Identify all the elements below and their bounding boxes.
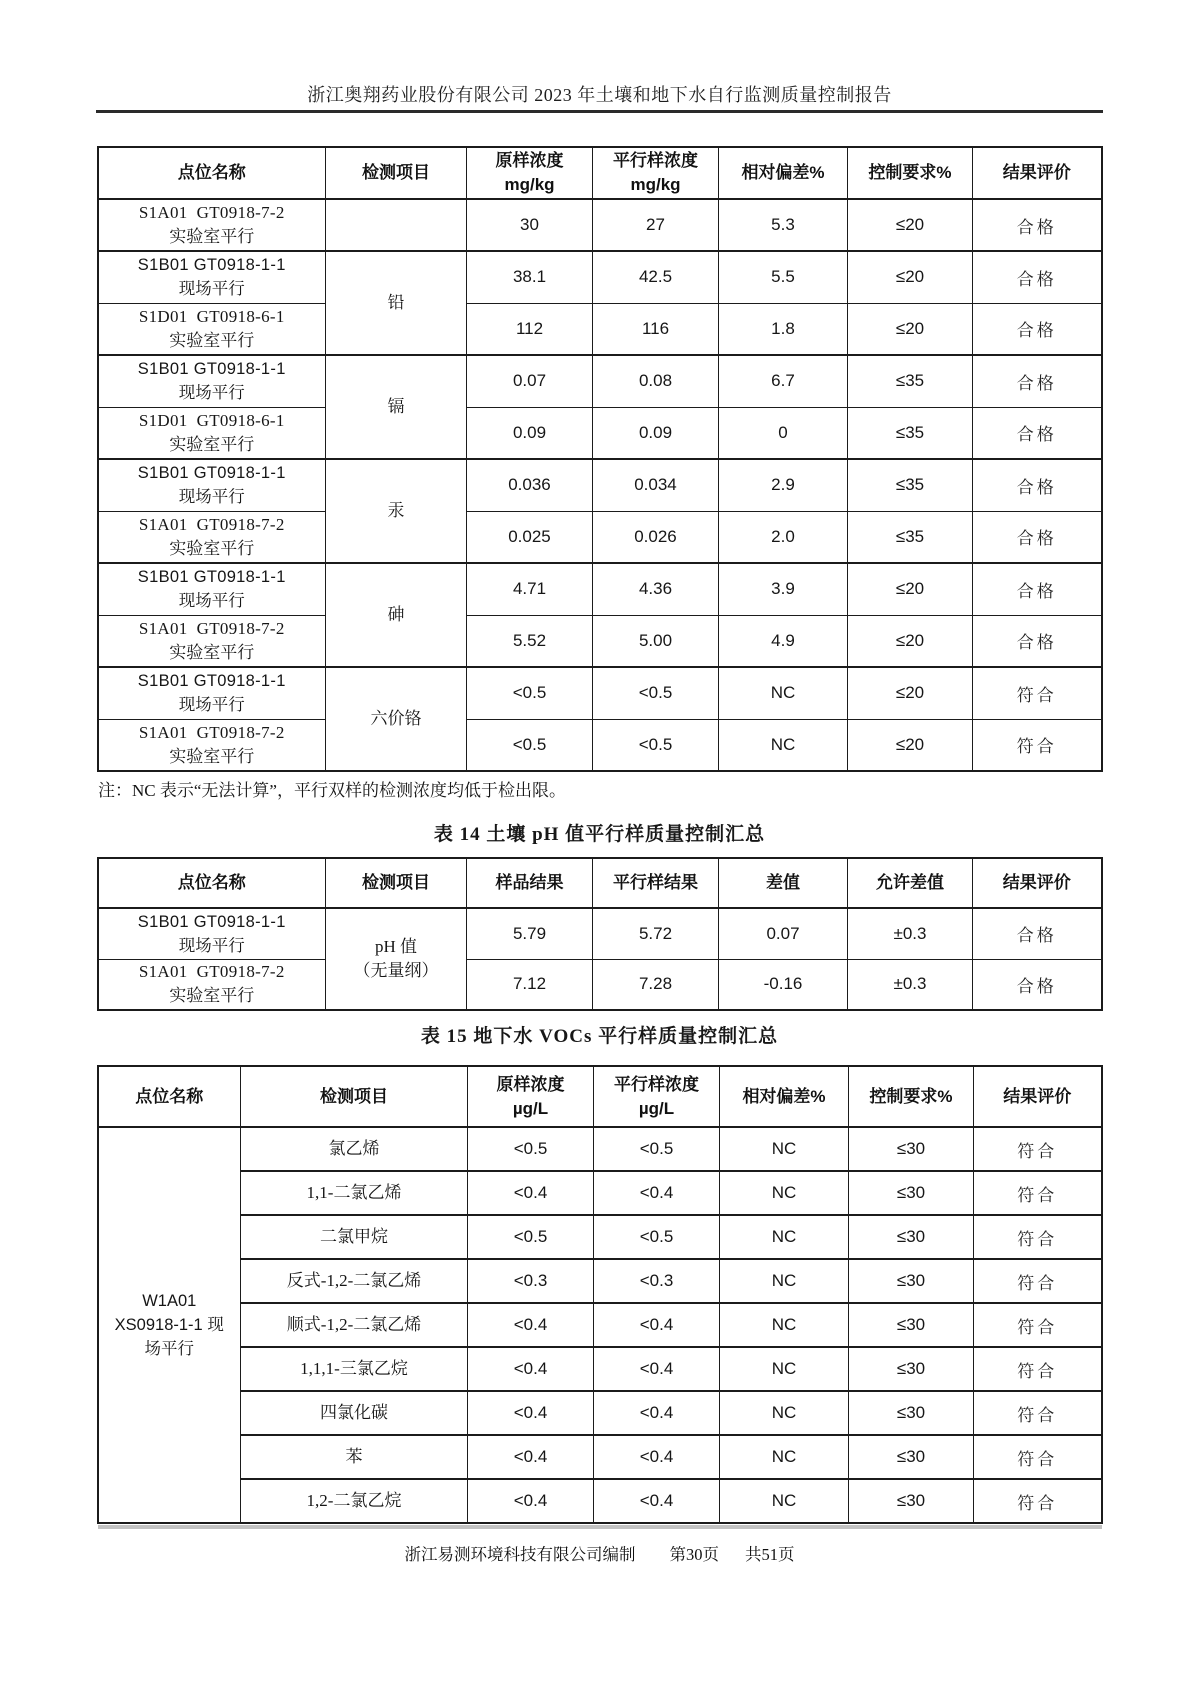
parallel-concentration-cell: 0.026: [593, 511, 719, 563]
relative-deviation-cell: NC: [720, 1303, 849, 1347]
result-cell: 符合: [974, 1171, 1102, 1215]
table-row: [98, 719, 1102, 771]
site-name-cell: [98, 459, 326, 511]
column-header: [973, 147, 1102, 199]
cell-line: （无量纲）: [353, 961, 439, 980]
table-row: [98, 1435, 1102, 1479]
result-cell: 符合: [973, 667, 1102, 719]
column-header: [848, 858, 973, 908]
ph-table-title: 表 14 土壤 pH 值平行样质量控制汇总: [433, 824, 766, 845]
cell-line: 场平行: [144, 1340, 194, 1358]
cell-line: S1D01 GT0918-6-1: [138, 410, 285, 430]
table-row: [98, 1215, 1102, 1259]
relative-deviation-cell: NC: [720, 1347, 849, 1391]
column-header: [467, 147, 593, 199]
cell-line: 汞: [387, 501, 405, 520]
original-concentration-cell: 7.12: [467, 959, 593, 1010]
cell-line: 平行样结果: [613, 873, 698, 892]
control-requirement-cell: ≤30: [849, 1391, 974, 1435]
result-cell: 符合: [974, 1215, 1102, 1259]
column-header: [719, 147, 848, 199]
cell-line: 检测项目: [362, 163, 430, 182]
table-row: [98, 667, 1102, 719]
column-header: [326, 147, 467, 199]
cell-line: 点位名称: [177, 873, 246, 892]
analyte-cell: [326, 563, 467, 667]
cell-line: 现场平行: [178, 936, 245, 955]
control-requirement-cell: ≤30: [849, 1171, 974, 1215]
cell-line: 砷: [387, 605, 405, 624]
control-requirement-cell: ≤35: [848, 407, 973, 459]
original-concentration-cell: 5.79: [467, 908, 593, 959]
cell-line: 控制要求%: [869, 1086, 953, 1106]
original-concentration-cell: 5.52: [467, 615, 593, 667]
control-requirement-cell: ≤20: [848, 615, 973, 667]
cell-line: 现场平行: [178, 488, 245, 507]
relative-deviation-cell: NC: [720, 1215, 849, 1259]
table-note: 注：NC 表示“无法计算”，平行双样的检测浓度均低于检出限。: [98, 781, 566, 800]
original-concentration-cell: <0.5: [468, 1127, 594, 1171]
cell-line: 结果评价: [1002, 163, 1071, 182]
vocs-table-title: 表 15 地下水 VOCs 平行样质量控制汇总: [420, 1026, 779, 1047]
analyte-cell: [326, 199, 467, 251]
result-cell: 合格: [973, 615, 1102, 667]
cell-line: µg/L: [512, 1098, 549, 1118]
cell-line: 镉: [387, 397, 405, 416]
analyte-cell: 氯乙烯: [241, 1127, 468, 1171]
analyte-cell: 反式-1,2-二氯乙烯: [241, 1259, 468, 1303]
cell-line: S1B01 GT0918-1-1: [137, 256, 286, 275]
result-cell: 合格: [973, 355, 1102, 407]
site-name-cell: [98, 303, 326, 355]
cell-line: S1B01 GT0918-1-1: [137, 912, 286, 931]
original-concentration-cell: <0.4: [468, 1435, 594, 1479]
table-row: [98, 1127, 1102, 1171]
table-row: [98, 908, 1102, 959]
original-concentration-cell: <0.4: [468, 1391, 594, 1435]
relative-deviation-cell: 6.7: [719, 355, 848, 407]
site-name-cell: [98, 251, 326, 303]
parallel-concentration-cell: 5.72: [593, 908, 719, 959]
original-concentration-cell: 0.07: [467, 355, 593, 407]
control-requirement-cell: ≤30: [849, 1215, 974, 1259]
parallel-concentration-cell: 0.08: [593, 355, 719, 407]
control-requirement-cell: ≤30: [849, 1303, 974, 1347]
site-name-cell: [98, 615, 326, 667]
cell-line: 实验室平行: [169, 227, 255, 246]
cell-line: 现场平行: [178, 592, 245, 611]
column-header: [593, 147, 719, 199]
analyte-cell: [326, 251, 467, 355]
cell-line: 原样浓度: [496, 1074, 565, 1094]
footer-page-number: 第30页: [669, 1545, 719, 1564]
table-row: [98, 615, 1102, 667]
control-requirement-cell: ±0.3: [848, 959, 973, 1010]
table-row: [98, 1303, 1102, 1347]
page-header-title: 浙江奥翔药业股份有限公司 2023 年土壤和地下水自行监测质量控制报告: [307, 85, 892, 105]
site-name-cell: [98, 719, 326, 771]
footer-publisher: 浙江易测环境科技有限公司编制: [404, 1545, 636, 1564]
relative-deviation-cell: NC: [720, 1171, 849, 1215]
relative-deviation-cell: 2.0: [719, 511, 848, 563]
result-cell: 合格: [973, 908, 1102, 959]
original-concentration-cell: 38.1: [467, 251, 593, 303]
relative-deviation-cell: NC: [720, 1435, 849, 1479]
column-header: [326, 858, 467, 908]
header-rule: [96, 110, 1103, 113]
parallel-concentration-cell: <0.4: [594, 1479, 720, 1523]
site-name-cell: [98, 908, 326, 959]
original-concentration-cell: <0.5: [467, 719, 593, 771]
table-row: [98, 459, 1102, 511]
relative-deviation-cell: 1.8: [719, 303, 848, 355]
cell-line: 铅: [387, 293, 405, 312]
cell-line: 结果评价: [1003, 1086, 1072, 1106]
relative-deviation-cell: 0.07: [719, 908, 848, 959]
cell-line: mg/kg: [504, 175, 555, 194]
cell-line: S1A01 GT0918-7-2: [138, 203, 285, 222]
control-requirement-cell: ±0.3: [848, 908, 973, 959]
footer-total-pages: 共51页: [745, 1545, 795, 1564]
table-row: [98, 959, 1102, 1010]
result-cell: 符合: [974, 1391, 1102, 1435]
parallel-concentration-cell: 4.36: [593, 563, 719, 615]
original-concentration-cell: <0.4: [468, 1347, 594, 1391]
column-header: [973, 858, 1102, 908]
original-concentration-cell: <0.4: [468, 1303, 594, 1347]
relative-deviation-cell: -0.16: [719, 959, 848, 1010]
table-row: [98, 1391, 1102, 1435]
cell-line: 平行样浓度: [613, 151, 698, 170]
parallel-concentration-cell: <0.5: [593, 667, 719, 719]
groundwater-vocs-parallel-table: [97, 1065, 1103, 1524]
column-header: [241, 1066, 468, 1127]
result-cell: 符合: [974, 1259, 1102, 1303]
column-header: [467, 858, 593, 908]
relative-deviation-cell: 5.5: [719, 251, 848, 303]
relative-deviation-cell: NC: [719, 667, 848, 719]
parallel-concentration-cell: <0.4: [594, 1171, 720, 1215]
result-cell: 合格: [973, 563, 1102, 615]
column-header: [98, 147, 326, 199]
result-cell: 合格: [973, 511, 1102, 563]
parallel-concentration-cell: 5.00: [593, 615, 719, 667]
column-header: [98, 1066, 241, 1127]
relative-deviation-cell: 0: [719, 407, 848, 459]
control-requirement-cell: ≤30: [849, 1347, 974, 1391]
relative-deviation-cell: 3.9: [719, 563, 848, 615]
site-name-cell: [98, 959, 326, 1010]
parallel-concentration-cell: <0.5: [594, 1215, 720, 1259]
cell-line: S1A01 GT0918-7-2: [138, 722, 285, 742]
cell-line: 允许差值: [876, 873, 944, 892]
control-requirement-cell: ≤20: [848, 667, 973, 719]
control-requirement-cell: ≤30: [849, 1479, 974, 1523]
parallel-concentration-cell: 116: [593, 303, 719, 355]
cell-line: S1B01 GT0918-1-1: [137, 568, 286, 587]
control-requirement-cell: ≤20: [848, 719, 973, 771]
cell-line: 实验室平行: [169, 538, 255, 558]
table-row: [98, 1171, 1102, 1215]
relative-deviation-cell: 4.9: [719, 615, 848, 667]
cell-line: 点位名称: [135, 1086, 204, 1106]
control-requirement-cell: ≤35: [848, 355, 973, 407]
site-name-cell: [98, 667, 326, 719]
result-cell: 符合: [973, 719, 1102, 771]
analyte-cell: [326, 667, 467, 771]
parallel-concentration-cell: <0.5: [593, 719, 719, 771]
column-header: [593, 858, 719, 908]
cell-line: 相对偏差%: [742, 1086, 826, 1106]
parallel-concentration-cell: <0.4: [594, 1303, 720, 1347]
table-row: [98, 563, 1102, 615]
soil-ph-parallel-table: [97, 857, 1103, 1011]
result-cell: 合格: [973, 303, 1102, 355]
column-header: [974, 1066, 1102, 1127]
result-cell: 符合: [974, 1303, 1102, 1347]
cell-line: S1A01 GT0918-7-2: [138, 962, 285, 982]
cell-line: 实验室平行: [169, 642, 255, 662]
control-requirement-cell: ≤30: [849, 1127, 974, 1171]
scan-artifact-line: [98, 1525, 1102, 1529]
relative-deviation-cell: 2.9: [719, 459, 848, 511]
cell-line: 点位名称: [177, 163, 246, 182]
original-concentration-cell: 0.025: [467, 511, 593, 563]
cell-line: 实验室平行: [169, 746, 255, 766]
header-row: [98, 147, 1102, 199]
site-name-cell: [98, 355, 326, 407]
parallel-concentration-cell: 0.09: [593, 407, 719, 459]
table-row: [98, 355, 1102, 407]
cell-line: mg/kg: [630, 175, 681, 194]
cell-line: 原样浓度: [495, 151, 564, 170]
page-footer: [96, 1541, 1103, 1565]
cell-line: 差值: [766, 873, 800, 892]
result-cell: 符合: [974, 1127, 1102, 1171]
site-name-cell: [98, 511, 326, 563]
control-requirement-cell: ≤20: [848, 563, 973, 615]
cell-line: 控制要求%: [868, 163, 952, 182]
site-name-cell: [98, 407, 326, 459]
analyte-cell: 苯: [241, 1435, 468, 1479]
original-concentration-cell: <0.5: [467, 667, 593, 719]
cell-line: 实验室平行: [169, 330, 255, 350]
parallel-concentration-cell: <0.3: [594, 1259, 720, 1303]
cell-line: µg/L: [638, 1098, 675, 1118]
table-row: [98, 511, 1102, 563]
analyte-cell: [326, 908, 467, 1010]
relative-deviation-cell: NC: [720, 1127, 849, 1171]
result-cell: 合格: [973, 459, 1102, 511]
original-concentration-cell: 0.09: [467, 407, 593, 459]
cell-line: S1D01 GT0918-6-1: [138, 306, 285, 326]
original-concentration-cell: 4.71: [467, 563, 593, 615]
column-header: [719, 858, 848, 908]
cell-line: pH 值: [374, 937, 418, 956]
table-row: [98, 251, 1102, 303]
relative-deviation-cell: NC: [720, 1391, 849, 1435]
column-header: [849, 1066, 974, 1127]
column-header: [848, 147, 973, 199]
result-cell: 合格: [973, 959, 1102, 1010]
analyte-cell: 顺式-1,2-二氯乙烯: [241, 1303, 468, 1347]
site-name-cell: [98, 199, 326, 251]
relative-deviation-cell: NC: [720, 1479, 849, 1523]
control-requirement-cell: ≤20: [848, 303, 973, 355]
header-row: [98, 1066, 1102, 1127]
cell-line: S1B01 GT0918-1-1: [137, 672, 286, 691]
control-requirement-cell: ≤35: [848, 511, 973, 563]
cell-line: 结果评价: [1002, 873, 1071, 892]
control-requirement-cell: ≤20: [848, 199, 973, 251]
cell-line: 六价铬: [370, 709, 422, 728]
result-cell: 符合: [974, 1435, 1102, 1479]
cell-line: 检测项目: [362, 873, 430, 892]
analyte-cell: 1,2-二氯乙烷: [241, 1479, 468, 1523]
parallel-concentration-cell: <0.4: [594, 1435, 720, 1479]
original-concentration-cell: <0.5: [468, 1215, 594, 1259]
parallel-concentration-cell: 7.28: [593, 959, 719, 1010]
table-row: [98, 1479, 1102, 1523]
result-cell: 合格: [973, 199, 1102, 251]
cell-line: 实验室平行: [169, 986, 255, 1006]
relative-deviation-cell: NC: [720, 1259, 849, 1303]
result-cell: 符合: [974, 1347, 1102, 1391]
column-header: [594, 1066, 720, 1127]
relative-deviation-cell: 5.3: [719, 199, 848, 251]
table-row: [98, 303, 1102, 355]
column-header: [98, 858, 326, 908]
original-concentration-cell: 112: [467, 303, 593, 355]
control-requirement-cell: ≤30: [849, 1435, 974, 1479]
cell-line: S1A01 GT0918-7-2: [138, 514, 285, 534]
cell-line: 检测项目: [320, 1086, 388, 1106]
result-cell: 符合: [974, 1479, 1102, 1523]
result-cell: 合格: [973, 407, 1102, 459]
original-concentration-cell: 30: [467, 199, 593, 251]
cell-line: 现场平行: [178, 696, 245, 715]
original-concentration-cell: <0.3: [468, 1259, 594, 1303]
site-name-cell: [98, 1127, 241, 1523]
original-concentration-cell: <0.4: [468, 1171, 594, 1215]
column-header: [468, 1066, 594, 1127]
control-requirement-cell: ≤35: [848, 459, 973, 511]
original-concentration-cell: 0.036: [467, 459, 593, 511]
cell-line: 现场平行: [178, 280, 245, 299]
table-row: [98, 1259, 1102, 1303]
table-row: [98, 407, 1102, 459]
table-row: [98, 199, 1102, 251]
cell-line: S1B01 GT0918-1-1: [137, 464, 286, 483]
cell-line: 现场平行: [178, 384, 245, 403]
relative-deviation-cell: NC: [719, 719, 848, 771]
soil-metals-parallel-table: [97, 146, 1103, 772]
cell-line: S1B01 GT0918-1-1: [137, 360, 286, 379]
control-requirement-cell: ≤20: [848, 251, 973, 303]
analyte-cell: [326, 355, 467, 459]
cell-line: S1A01 GT0918-7-2: [138, 618, 285, 638]
parallel-concentration-cell: 0.034: [593, 459, 719, 511]
table-row: [98, 1347, 1102, 1391]
cell-line: 平行样浓度: [614, 1074, 699, 1094]
original-concentration-cell: <0.4: [468, 1479, 594, 1523]
control-requirement-cell: ≤30: [849, 1259, 974, 1303]
analyte-cell: 1,1-二氯乙烯: [241, 1171, 468, 1215]
cell-line: W1A01: [142, 1292, 197, 1310]
parallel-concentration-cell: 42.5: [593, 251, 719, 303]
parallel-concentration-cell: <0.4: [594, 1347, 720, 1391]
parallel-concentration-cell: <0.5: [594, 1127, 720, 1171]
analyte-cell: [326, 459, 467, 563]
cell-line: 相对偏差%: [741, 163, 825, 182]
header-row: [98, 858, 1102, 908]
cell-line: 样品结果: [495, 873, 564, 892]
analyte-cell: 二氯甲烷: [241, 1215, 468, 1259]
result-cell: 合格: [973, 251, 1102, 303]
site-name-cell: [98, 563, 326, 615]
analyte-cell: 四氯化碳: [241, 1391, 468, 1435]
parallel-concentration-cell: <0.4: [594, 1391, 720, 1435]
analyte-cell: 1,1,1-三氯乙烷: [241, 1347, 468, 1391]
cell-line: 实验室平行: [169, 434, 255, 454]
column-header: [720, 1066, 849, 1127]
parallel-concentration-cell: 27: [593, 199, 719, 251]
cell-line: XS0918-1-1 现: [114, 1316, 224, 1334]
